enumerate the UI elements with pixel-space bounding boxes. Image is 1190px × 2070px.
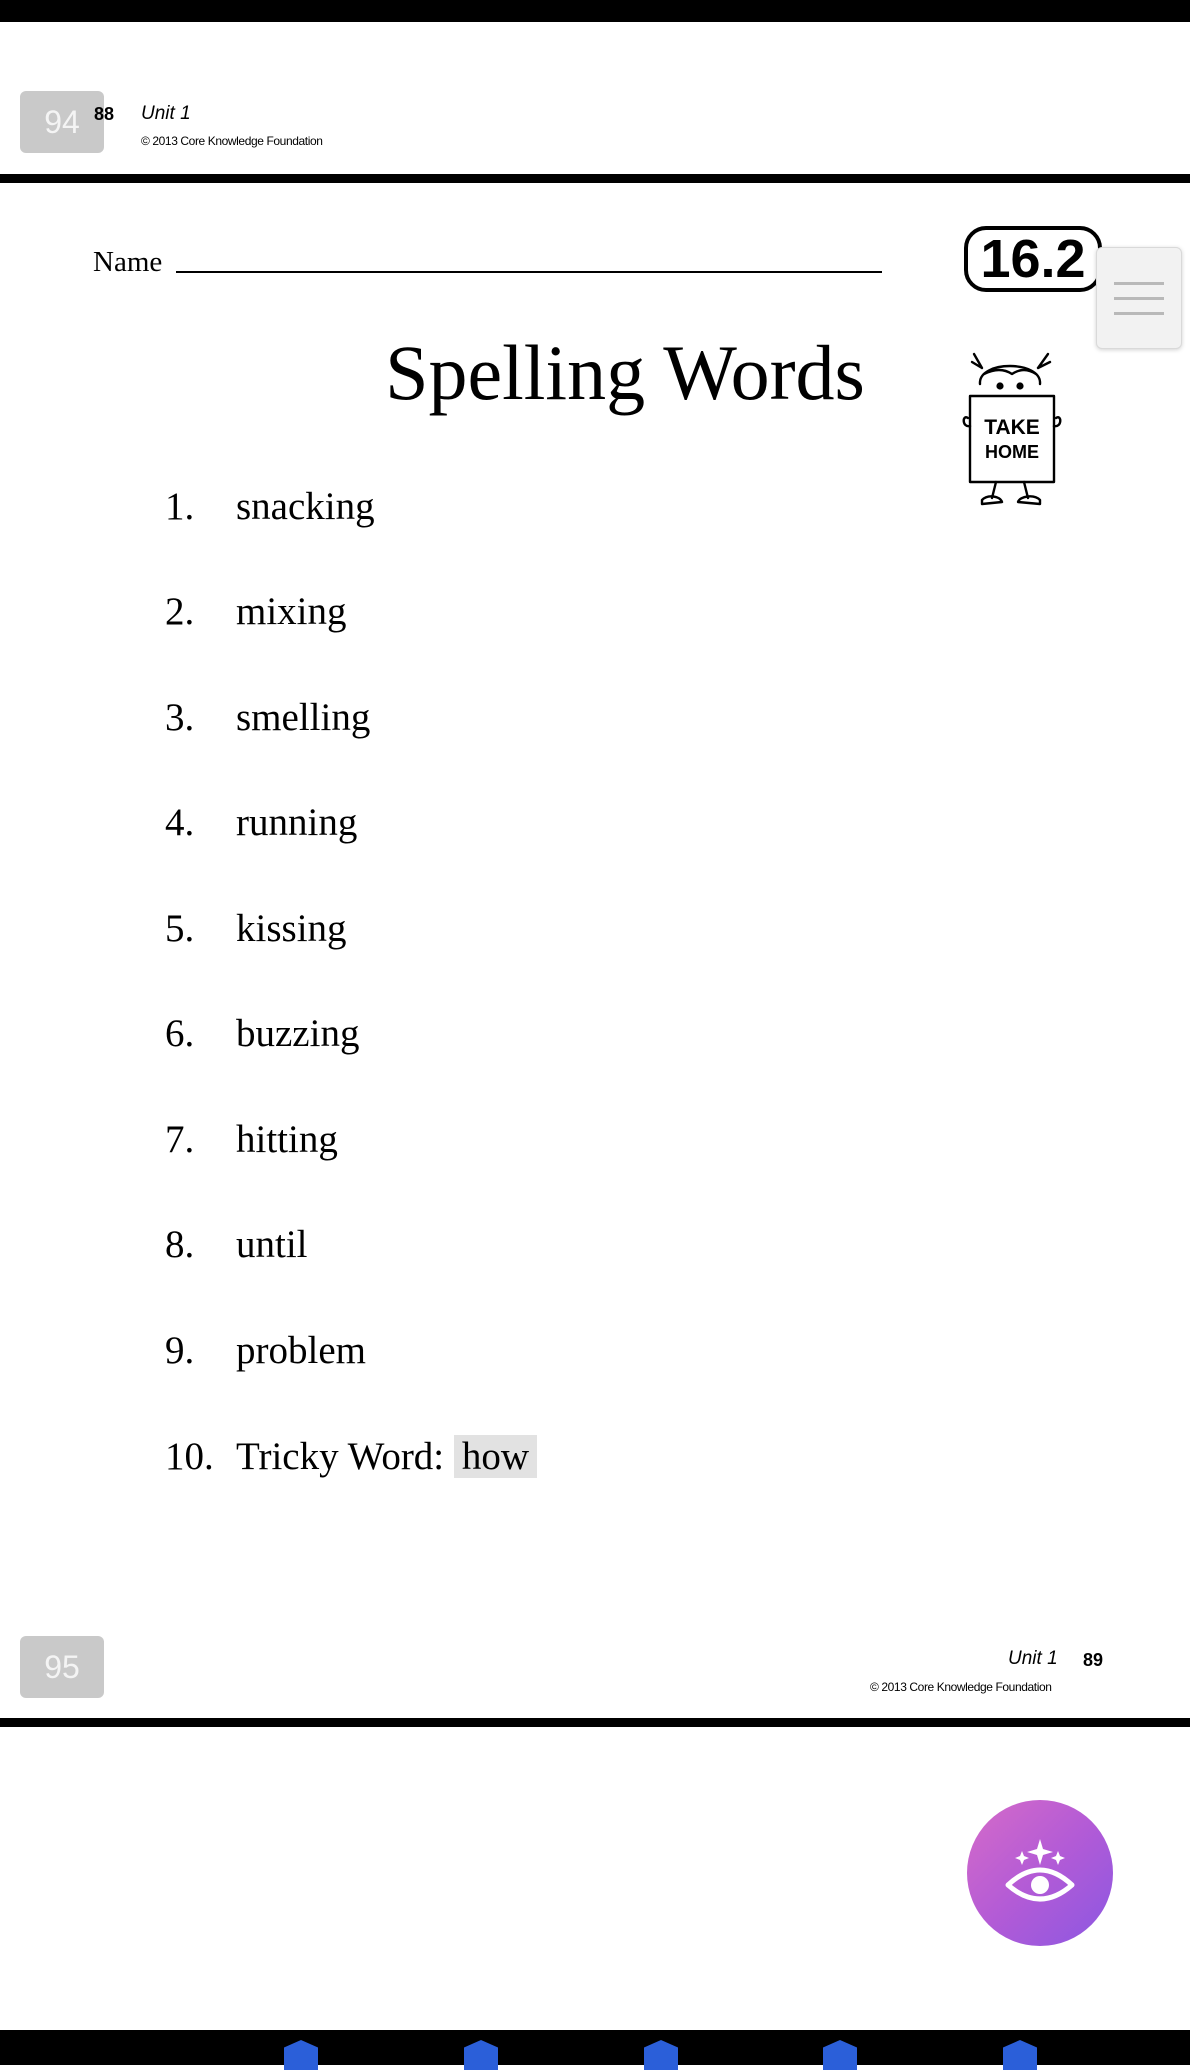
menu-line-icon — [1114, 312, 1164, 315]
item-number: 8. — [165, 1223, 195, 1266]
name-label: Name — [93, 246, 163, 278]
list-item — [165, 1222, 308, 1267]
item-word: kissing — [236, 907, 347, 950]
list-item — [165, 800, 357, 845]
item-word: mixing — [236, 590, 347, 633]
list-item — [165, 589, 347, 634]
item-number: 5. — [165, 907, 195, 950]
item-number: 3. — [165, 696, 195, 739]
item-word: until — [236, 1223, 308, 1266]
header-page-number: 88 — [94, 104, 115, 124]
item-word: snacking — [236, 485, 375, 528]
take-home-text-1: TAKE — [984, 416, 1040, 439]
menu-line-icon — [1114, 297, 1164, 300]
item-number: 2. — [165, 590, 195, 633]
tricky-word-highlight[interactable]: how — [454, 1435, 537, 1478]
footer-page-number: 89 — [1083, 1650, 1104, 1670]
menu-line-icon — [1114, 282, 1164, 285]
item-number: 10. — [165, 1435, 214, 1478]
header-unit: Unit 1 — [141, 103, 191, 124]
top-edge-bar — [0, 0, 1190, 22]
take-home-girl-icon — [960, 344, 1064, 512]
item-number: 4. — [165, 801, 195, 844]
list-item — [165, 1434, 537, 1479]
list-item — [165, 695, 370, 740]
item-word: buzzing — [236, 1012, 360, 1055]
list-item — [165, 1117, 338, 1162]
item-word: Tricky Word: — [236, 1435, 445, 1478]
page-badge-bottom[interactable]: 95 — [20, 1636, 104, 1698]
footer-copyright: © 2013 Core Knowledge Foundation — [870, 1680, 1052, 1694]
footer-divider — [0, 1718, 1190, 1727]
page-title: Spelling Words — [385, 329, 865, 416]
ai-assist-button[interactable] — [967, 1800, 1113, 1946]
header-divider — [0, 174, 1190, 183]
item-word: smelling — [236, 696, 371, 739]
item-word: running — [236, 801, 358, 844]
list-item — [165, 1328, 366, 1373]
take-home-text-2: HOME — [985, 442, 1039, 462]
item-number: 6. — [165, 1012, 195, 1055]
page-badge-top[interactable]: 94 — [20, 91, 104, 153]
name-line — [176, 271, 882, 273]
item-word: hitting — [236, 1118, 338, 1161]
footer-unit: Unit 1 — [1008, 1648, 1058, 1669]
list-item — [165, 906, 347, 951]
lesson-number-badge: 16.2 — [964, 226, 1102, 292]
sparkle-eye-icon — [1000, 1833, 1080, 1913]
item-number: 7. — [165, 1118, 195, 1161]
item-word: problem — [236, 1329, 366, 1372]
item-number: 9. — [165, 1329, 195, 1372]
header-copyright: © 2013 Core Knowledge Foundation — [141, 134, 323, 148]
item-number: 1. — [165, 485, 195, 528]
list-item — [165, 1011, 359, 1056]
list-item — [165, 484, 375, 529]
